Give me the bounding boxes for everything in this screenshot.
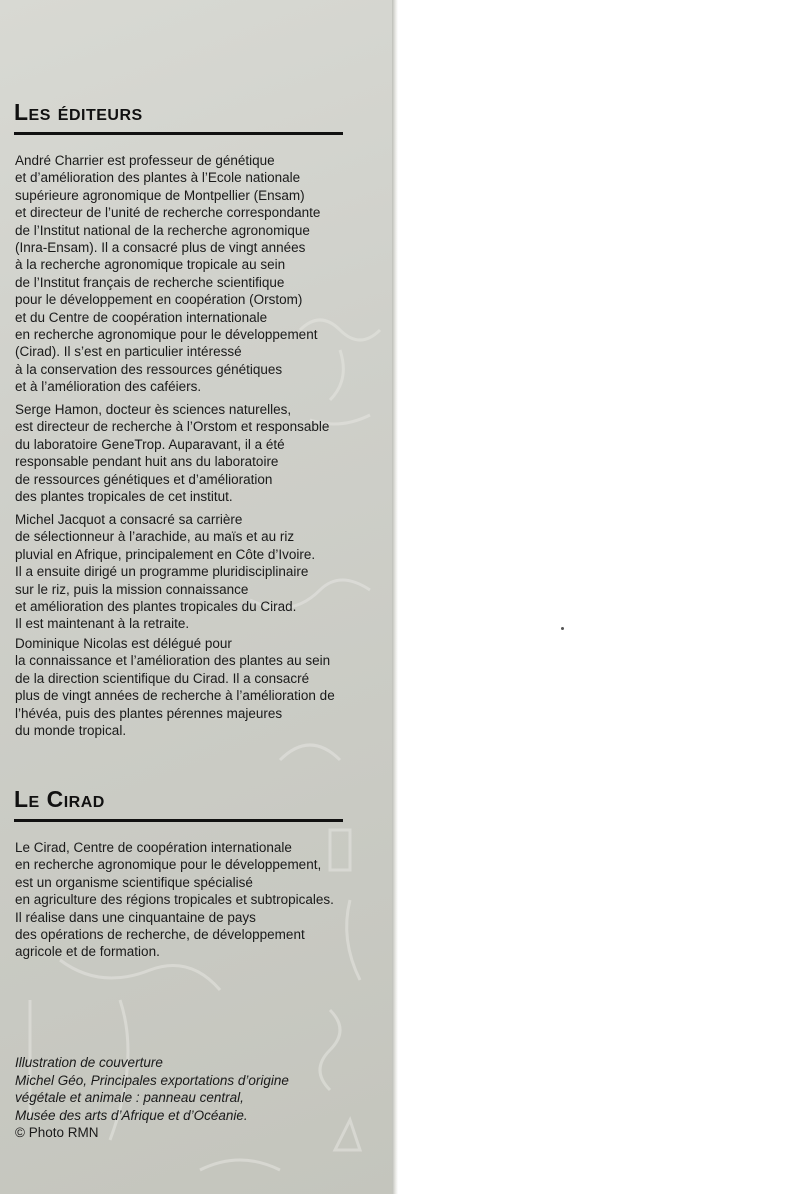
text-line: Illustration de couverture	[15, 1055, 163, 1070]
text-line: l’hévéa, puis des plantes pérennes majeures	[15, 705, 283, 721]
text-line: et d’amélioration des plantes à l’Ecole nationale	[15, 170, 301, 186]
text-line: du monde tropical.	[15, 723, 127, 739]
editor-bio-jacquot	[15, 511, 375, 633]
text-line: Il est maintenant à la retraite.	[15, 616, 190, 632]
text-line: et à l’amélioration des caféiers.	[15, 379, 202, 395]
text-line: Michel Géo, Principales exportations d’origine	[15, 1072, 289, 1088]
text-line: pluvial en Afrique, principalement en Côte d’Ivoire.	[15, 546, 316, 562]
text-line: Dominique Nicolas est délégué pour	[15, 636, 232, 651]
text-line: à la recherche agronomique tropicale au sein	[15, 257, 286, 273]
text-line: Musée des arts d’Afrique et d’Océanie.	[15, 1107, 248, 1123]
text-line: en agriculture des régions tropicales et subtropicales.	[15, 892, 334, 908]
text-line: plus de vingt années de recherche à l’amélioration de	[15, 688, 335, 704]
text-line: André Charrier est professeur de génétique	[15, 153, 275, 168]
cirad-description	[15, 839, 375, 961]
text-line: du laboratoire GeneTrop. Auparavant, il a été	[15, 436, 285, 452]
text-line: et directeur de l’unité de recherche correspondante	[15, 205, 321, 221]
cover-illustration-credit	[15, 1054, 375, 1142]
editors-heading-rule	[14, 132, 343, 135]
text-line: pour le développement en coopération (Orstom)	[15, 292, 303, 308]
text-line: de sélectionneur à l’arachide, au maïs et au riz	[15, 529, 295, 545]
text-line: Le Cirad, Centre de coopération internationale	[15, 840, 292, 855]
text-line: de l’Institut français de recherche scientifique	[15, 274, 285, 290]
editor-bio-hamon	[15, 401, 375, 505]
text-line: à la conservation des ressources génétiques	[15, 361, 283, 377]
text-line: responsable pendant huit ans du laboratoire	[15, 454, 279, 470]
text-line: végétale et animale : panneau central,	[15, 1090, 244, 1106]
text-line: de la direction scientifique du Cirad. Il a consacré	[15, 670, 310, 686]
text-line: en recherche agronomique pour le développement,	[15, 857, 322, 873]
editors-heading: Les éditeurs	[14, 99, 143, 125]
editor-bio-charrier	[15, 152, 375, 396]
text-line: Michel Jacquot a consacré sa carrière	[15, 512, 243, 527]
text-line: est directeur de recherche à l’Orstom et responsable	[15, 419, 330, 435]
text-line: (Cirad). Il s’est en particulier intéressé	[15, 344, 242, 360]
cirad-heading: Le Cirad	[14, 786, 105, 812]
editor-bio-nicolas	[15, 635, 375, 739]
text-line: (Inra-Ensam). Il a consacré plus de vingt années	[15, 240, 306, 256]
text-line: de l’Institut national de la recherche agronomique	[15, 222, 310, 238]
text-line: en recherche agronomique pour le développement	[15, 327, 318, 343]
text-line: Il a ensuite dirigé un programme pluridisciplinaire	[15, 564, 309, 580]
text-line: des plantes tropicales de cet institut.	[15, 489, 233, 505]
blank-page-area	[398, 0, 800, 1194]
text-line: agricole et de formation.	[15, 944, 160, 960]
sidebar-panel	[0, 0, 392, 1194]
text-line: est un organisme scientifique spécialisé	[15, 874, 253, 890]
text-line: Serge Hamon, docteur ès sciences naturelles,	[15, 402, 292, 417]
text-line: la connaissance et l’amélioration des plantes au sein	[15, 653, 331, 669]
scan-speck	[561, 627, 564, 630]
text-line: des opérations de recherche, de développement	[15, 927, 305, 943]
text-line: et du Centre de coopération internationale	[15, 309, 268, 325]
photo-credit: © Photo RMN	[15, 1125, 99, 1141]
text-line: de ressources génétiques et d’amélioration	[15, 471, 273, 487]
text-line: Il réalise dans une cinquantaine de pays	[15, 909, 256, 925]
text-line: sur le riz, puis la mission connaissance	[15, 581, 249, 597]
text-line: et amélioration des plantes tropicales du Cirad.	[15, 599, 297, 615]
text-line: supérieure agronomique de Montpellier (Ensam)	[15, 187, 305, 203]
cirad-heading-rule	[14, 819, 343, 822]
